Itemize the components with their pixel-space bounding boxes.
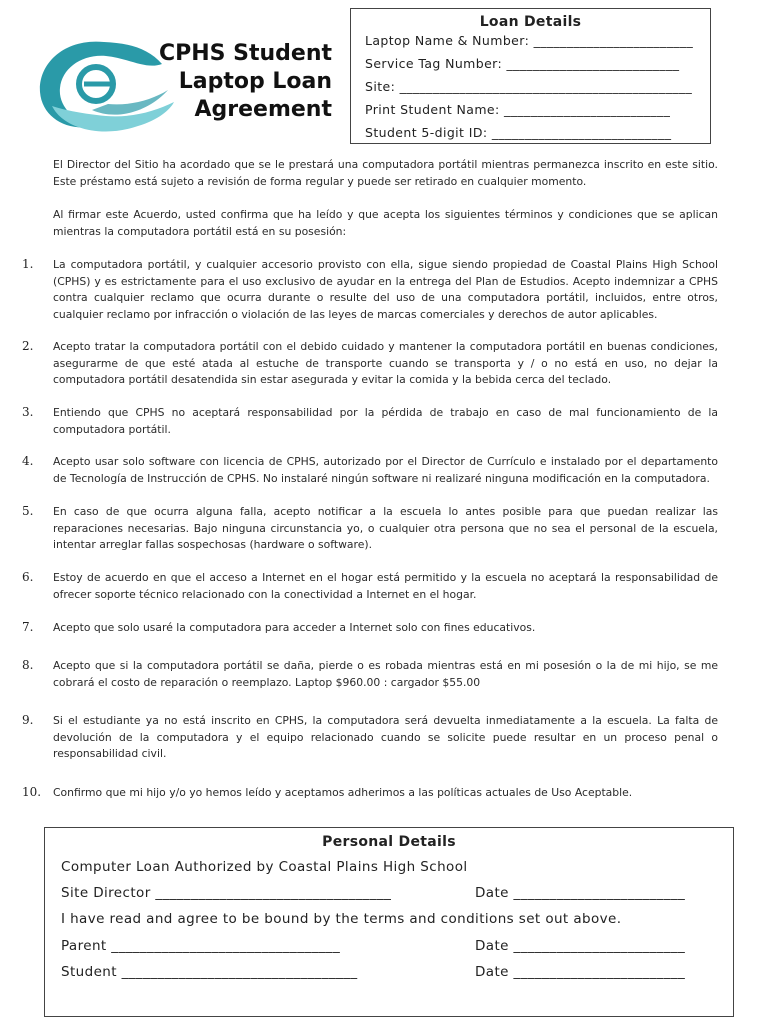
title-line: Laptop Loan (178, 69, 332, 94)
parent-signature-field[interactable]: Parent ________________________________ (61, 938, 341, 954)
personal-details-box (44, 827, 734, 1017)
title-line: Agreement (194, 97, 332, 122)
student-name-field[interactable]: Print Student Name: _________________________ (365, 102, 671, 117)
term-number: 4. (22, 454, 34, 468)
loan-details-box (350, 8, 711, 144)
student-signature-field[interactable]: Student _________________________________ (61, 964, 358, 980)
site-director-field[interactable]: Site Director _________________________________ (61, 885, 392, 901)
laptop-name-field[interactable]: Laptop Name & Number: ________________________ (365, 33, 694, 48)
term-number: 8. (22, 658, 34, 672)
student-date-field[interactable]: Date ________________________ (475, 964, 686, 980)
term-number: 9. (22, 713, 34, 727)
term-text: Acepto que solo usaré la computadora para acceder a Internet solo con fines educativos. (53, 621, 536, 634)
term-number: 2. (22, 339, 34, 353)
term-number: 7. (22, 620, 34, 634)
site-director-date-field[interactable]: Date ________________________ (475, 885, 686, 901)
student-id-field[interactable]: Student 5-digit ID: ___________________________ (365, 125, 672, 140)
personal-details-heading: Personal Details (322, 834, 456, 850)
term-text: Acepto usar solo software con licencia de CPHS, autorizado por el Director de Currículo e instalado por el departamento de Tecnología de Instrucción de CPHS. No instalaré ningún software ni realizaré ninguna modificación en la computadora. (53, 455, 718, 485)
intro-paragraph: El Director del Sitio ha acordado que se le prestará una computadora portátil mientras permanezca inscrito en este sitio. Este préstamo está sujeto a revisión de forma regular y puede ser retirado en cualquier momento. (53, 158, 718, 188)
term-number: 1. (22, 257, 34, 271)
loan-details-heading: Loan Details (479, 14, 582, 30)
intro-paragraph: Al firmar este Acuerdo, usted confirma que ha leído y que acepta los siguientes términos y condiciones que se aplican mientras la computadora portátil está en su posesión: (53, 208, 718, 238)
term-text: Estoy de acuerdo en que el acceso a Internet en el hogar está permitido y la escuela no aceptará la responsabilidad de ofrecer soporte técnico relacionado con la conectividad a Internet en el hogar. (53, 571, 718, 601)
term-text: Si el estudiante ya no está inscrito en CPHS, la computadora será devuelta inmediatamente a la escuela. La falta de devolución de la computadora y el equipo relacionado cuando se solicite puede resultar en un proceso penal o responsabilidad civil. (53, 714, 718, 761)
term-text: Acepto tratar la computadora portátil con el debido cuidado y mantener la computadora portátil en buenas condiciones, asegurarme de que esté atada al estuche de transporte cuando se transporta y / o no está en uso, no dejar la computadora portátil desatendida sin estar asegurada y evitar la comida y la bebida cerca del teclado. (53, 340, 718, 387)
authorized-text: Computer Loan Authorized by Coastal Plains High School (61, 859, 468, 875)
term-text: En caso de que ocurra alguna falla, acepto notificar a la escuela lo antes posible para que puedan realizar las reparaciones necesarias. Bajo ninguna circunstancia yo, o cualquier otra persona que no sea el personal de la escuela, intentar arreglar fallas sospechosas (hardware o software). (53, 505, 718, 552)
term-text: La computadora portátil, y cualquier accesorio provisto con ella, sigue siendo propiedad de Coastal Plains High School (CPHS) y es estrictamente para el uso exclusivo de ayudar en la entrega del Plan de Estudios. Acepto indemnizar a CPHS contra cualquier reclamo que ocurra durante o resulte del uso de una computadora portátil, incluidos, entre otros, cualquier reclamo por infracción o violación de las leyes de marcas comerciales y derechos de autor aplicables. (53, 258, 718, 321)
parent-date-field[interactable]: Date ________________________ (475, 938, 686, 954)
service-tag-field[interactable]: Service Tag Number: __________________________ (365, 56, 680, 71)
title-line: CPHS Student (158, 41, 332, 66)
term-number: 10. (22, 785, 42, 799)
term-text: Confirmo que mi hijo y/o yo hemos leído y aceptamos adherimos a las políticas actuales de Uso Aceptable. (53, 786, 633, 799)
term-text: Entiendo que CPHS no aceptará responsabilidad por la pérdida de trabajo en caso de mal funcionamiento de la computadora portátil. (53, 406, 718, 436)
site-field[interactable]: Site: ____________________________________________ (365, 79, 693, 94)
page-title (140, 40, 332, 124)
term-number: 5. (22, 504, 34, 518)
term-number: 3. (22, 405, 34, 419)
agreement-statement: I have read and agree to be bound by the terms and conditions set out above. (61, 911, 622, 927)
term-text: Acepto que si la computadora portátil se daña, pierde o es robada mientras está en mi posesión o la de mi hijo, se me cobrará el costo de reparación o reemplazo. Laptop $960.00 : cargador $55.00 (53, 659, 718, 689)
term-number: 6. (22, 570, 34, 584)
